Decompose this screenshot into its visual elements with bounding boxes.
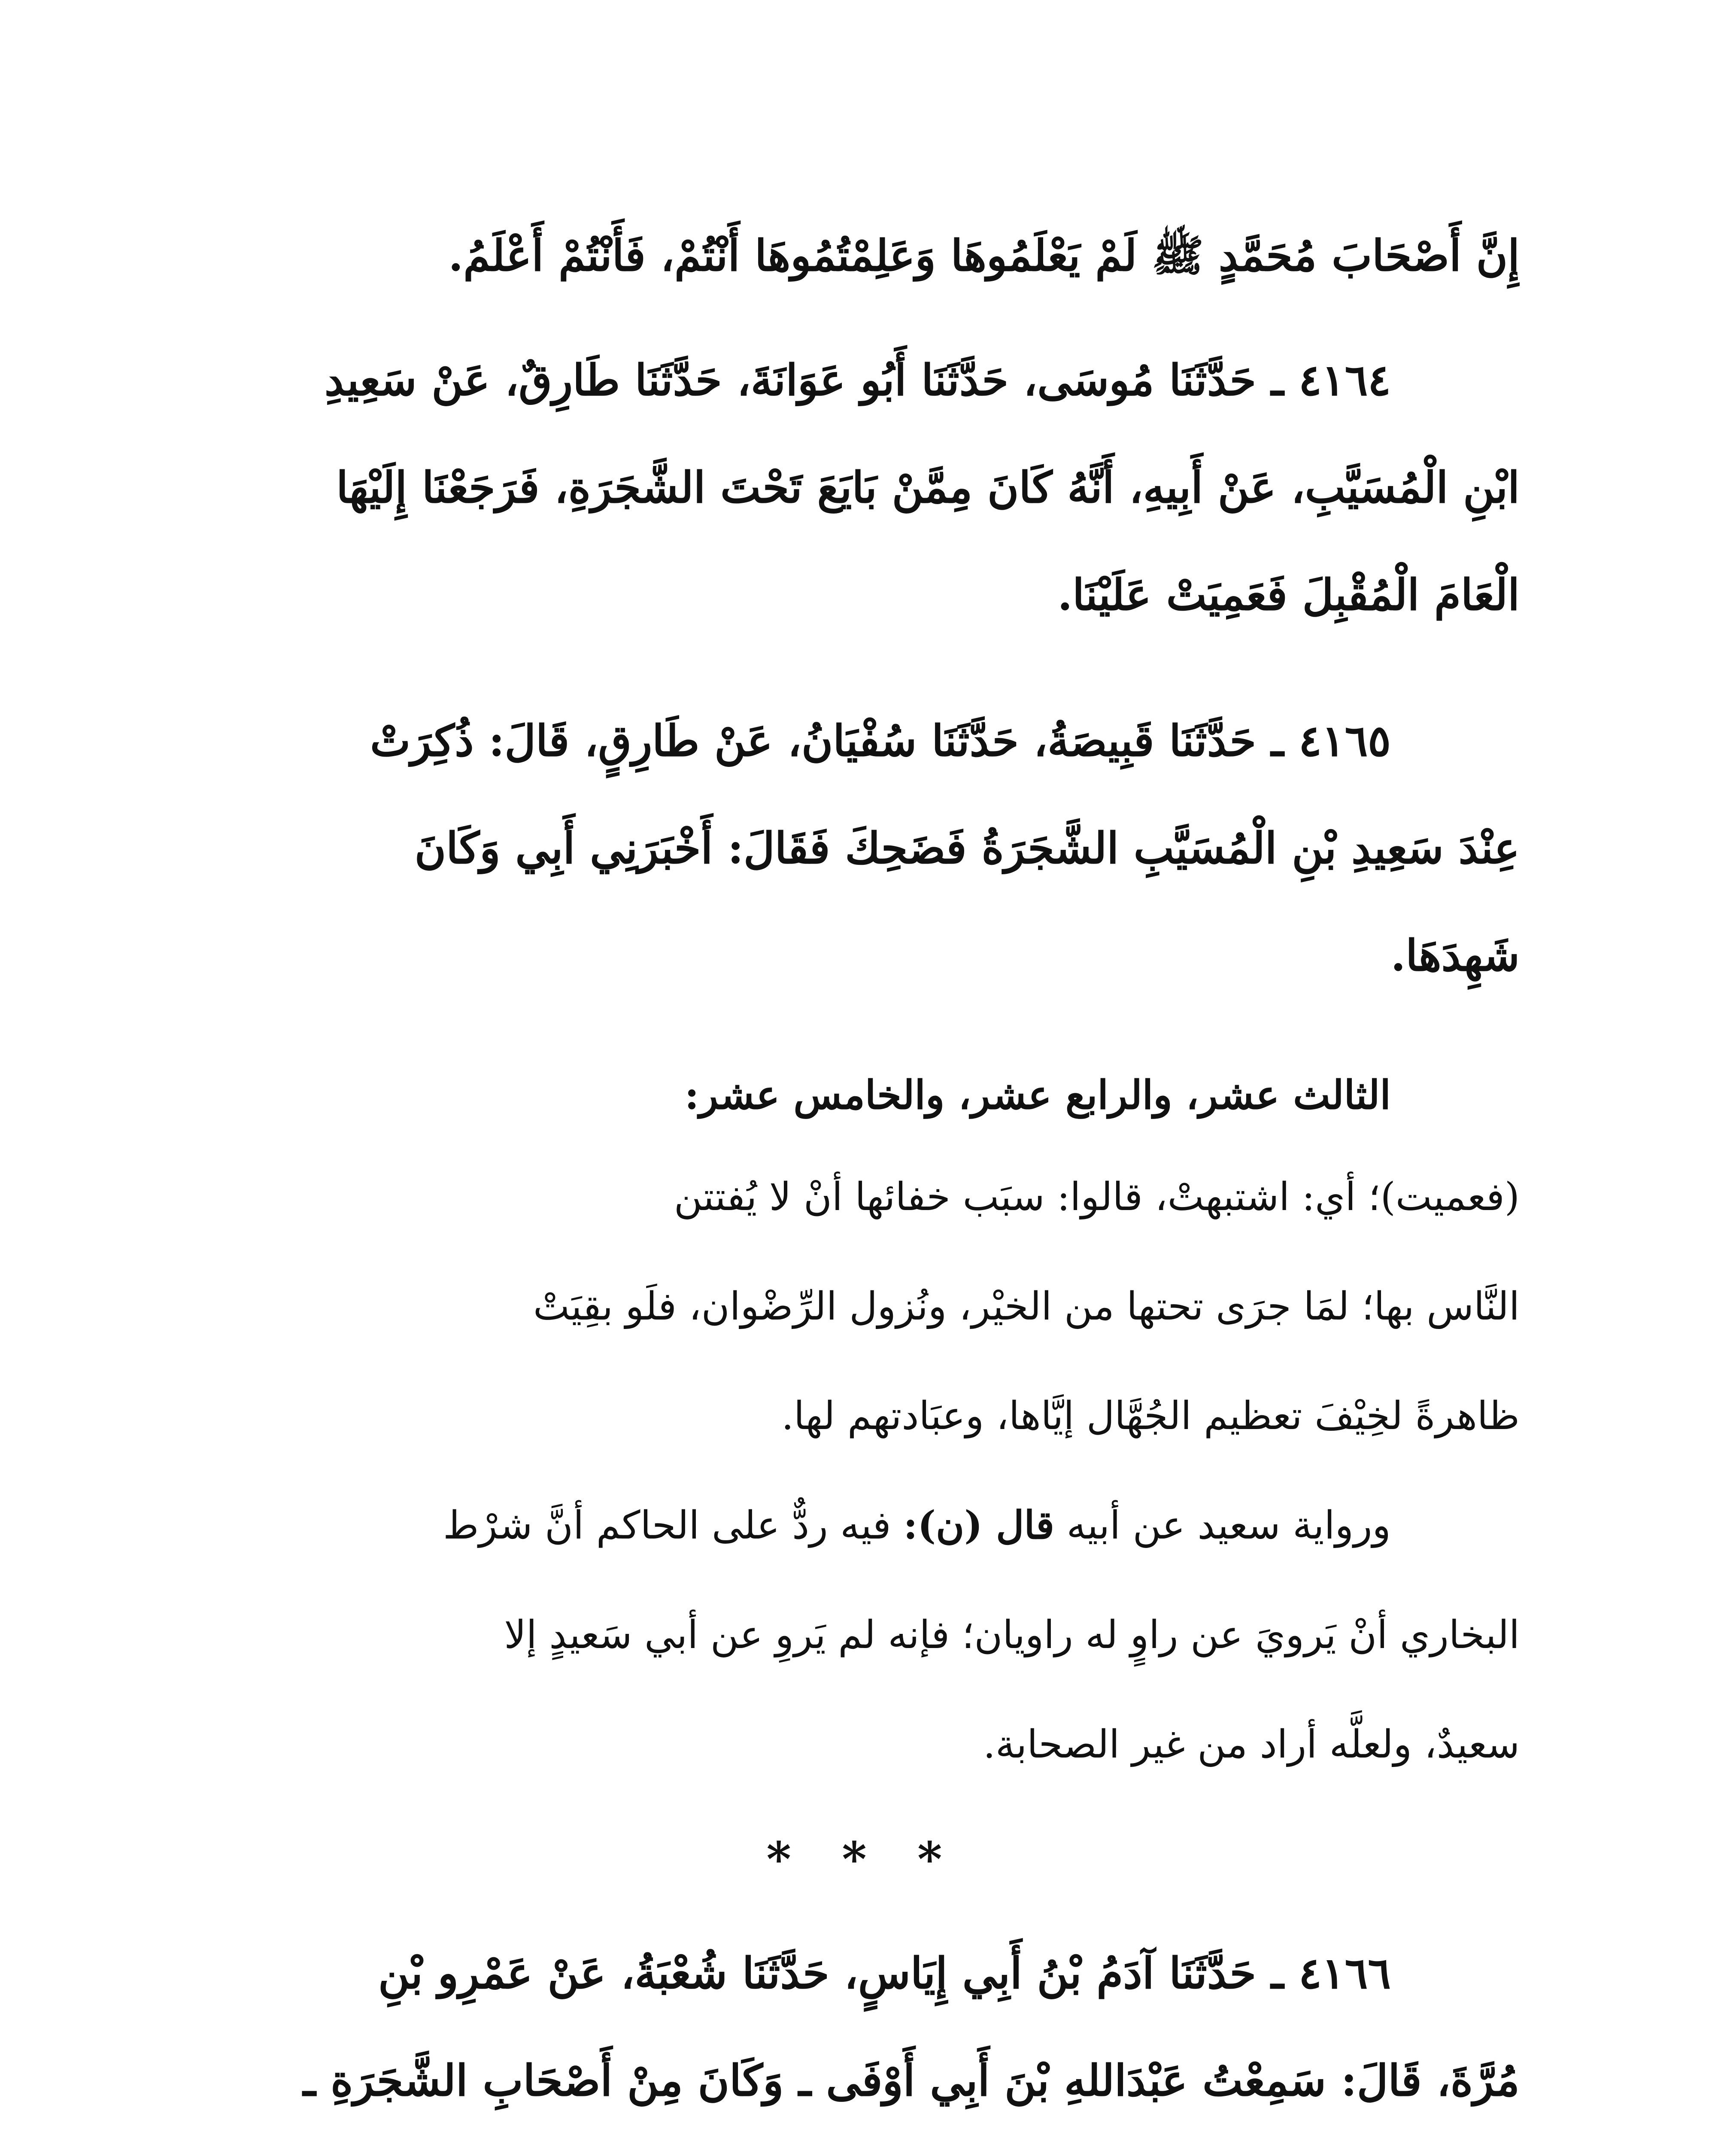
- hadith-4164: [206, 326, 1520, 648]
- commentary-paragraph-1: [206, 1142, 1520, 1471]
- text-line: مُرَّةَ، قَالَ: سَمِعْتُ عَبْدَاللهِ بْنَ أَبِي أَوْفَى ـ وَكَانَ مِنْ أَصْحَابِ الشَّجَرَةِ ـ: [303, 2055, 1520, 2106]
- opening-text: [206, 202, 1520, 309]
- text-line: ٤١٦٦ ـ حَدَّثَنَا آدَمُ بْنُ أَبِي إِيَاسٍ، حَدَّثَنَا شُعْبَةُ، عَنْ عَمْرِو بْنِ: [378, 1948, 1391, 1998]
- text-line: ابْنِ الْمُسَيَّبِ، عَنْ أَبِيهِ، أَنَّهُ كَانَ مِمَّنْ بَايَعَ تَحْتَ الشَّجَرَةِ، فَرَجَعْنَا إِلَيْهَا: [336, 462, 1520, 513]
- text-run-bold: قال (ن):: [903, 1502, 1054, 1548]
- text-line: (فعميت)؛ أي: اشتبهتْ، قالوا: سبَب خفائها أنْ لا يُفتتن: [674, 1174, 1520, 1219]
- text-run: فيه ردٌّ على الحاكم أنَّ شرْط: [443, 1503, 904, 1548]
- text-line: شَهِدَهَا.: [1390, 930, 1520, 981]
- text-line: البخاري أنْ يَرويَ عن راوٍ له راويان؛ فإنه لم يَروِ عن أبي سَعيدٍ إلا: [504, 1612, 1520, 1657]
- text-line: ٤١٦٥ ـ حَدَّثَنَا قَبِيصَةُ، حَدَّثَنَا سُفْيَانُ، عَنْ طَارِقٍ، قَالَ: ذُكِرَتْ: [370, 715, 1391, 766]
- hadith-4165: [206, 687, 1520, 1009]
- text-line: سعيدٌ، ولعلَّه أراد من غير الصحابة.: [983, 1722, 1520, 1767]
- section-divider: * * *: [766, 1831, 959, 1887]
- text-line: ٤١٦٤ ـ حَدَّثَنَا مُوسَى، حَدَّثَنَا أَبُو عَوَانَةَ، حَدَّثَنَا طَارِقٌ، عَنْ سَعِيدِ: [324, 355, 1391, 405]
- page-body: [206, 202, 1520, 2147]
- text-line: عِنْدَ سَعِيدِ بْنِ الْمُسَيَّبِ الشَّجَرَةُ فَضَحِكَ فَقَالَ: أَخْبَرَنِي أَبِي وَكَانَ: [414, 823, 1520, 873]
- text-line: [206, 1471, 1520, 1580]
- commentary-paragraph-2: [206, 1471, 1520, 1799]
- text-line: الْعَامَ الْمُقْبِلَ فَعَمِيَتْ عَلَيْنَا.: [1057, 569, 1520, 620]
- text-line: النَّاس بها؛ لمَا جرَى تحتها من الخيْر، ونُزول الرِّضْوان، فلَو بقِيَتْ: [533, 1284, 1520, 1329]
- text-line: ظاهرةً لخِيْفَ تعظيم الجُهَّال إيَّاها، وعبَادتهم لها.: [781, 1393, 1520, 1438]
- text-line: إِنَّ أَصْحَابَ مُحَمَّدٍ ﷺ لَمْ يَعْلَمُوهَا وَعَلِمْتُمُوهَا أَنْتُمْ، فَأَنْتُمْ أَعْلَمُ.: [448, 230, 1520, 281]
- text-run: ورواية سعيد عن أبيه: [1054, 1503, 1391, 1548]
- hadith-4166: [206, 1919, 1520, 2134]
- commentary-heading: الثالث عشر، والرابع عشر، والخامس عشر:: [684, 1072, 1391, 1118]
